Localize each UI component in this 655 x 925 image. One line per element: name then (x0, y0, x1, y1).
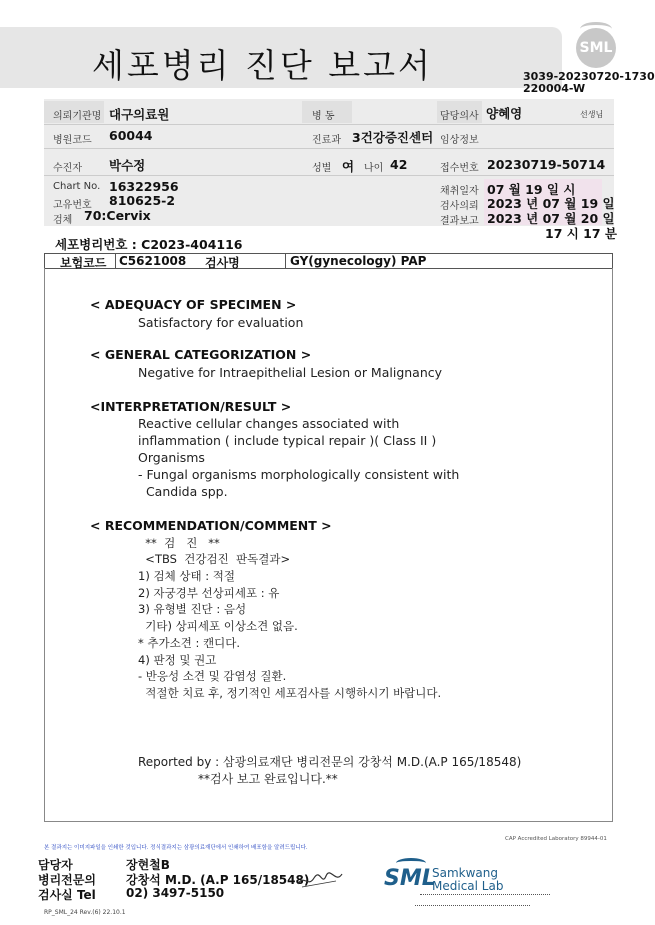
reported-by: Reported by : 삼광의료재단 병리전문의 강창석 M.D.(A.P 165/18548) (138, 755, 522, 769)
document-number-line2: 220004-W (523, 82, 586, 95)
chart-no-label: Chart No. (53, 181, 101, 192)
interpretation-line: - Fungal organisms morphologically consistent with (138, 467, 460, 482)
category-text: Negative for Intraepithelial Lesion or Malignancy (138, 365, 443, 380)
row-divider (44, 175, 614, 176)
lab-name-line2: Medical Lab (432, 879, 504, 893)
clinical-info-label: 임상정보 (440, 135, 479, 146)
row-divider (44, 124, 614, 125)
lab-logo-abbr: SML (384, 866, 436, 891)
request-date: 2023 년 07 월 19 일 (487, 196, 615, 211)
ward-label: 병 동 (312, 111, 335, 122)
address-line (415, 905, 530, 908)
reception-no-label: 접수번호 (440, 163, 479, 174)
interpretation-line: Reactive cellular changes associated with (138, 416, 400, 431)
recommendation-line: <TBS 건강검진 판독결과> (138, 552, 291, 566)
age-label: 나이 (364, 163, 384, 174)
adequacy-text: Satisfactory for evaluation (138, 315, 304, 330)
requesting-org-label: 의뢰기관명 (53, 111, 102, 122)
request-date-label: 검사의뢰 (440, 201, 479, 212)
insurance-code: C5621008 (119, 254, 187, 268)
sex: 여 (342, 159, 355, 174)
person-name: 장현철B (126, 858, 170, 872)
dept: 3건강증진센터 (352, 130, 434, 145)
result-time: 17 시 17 분 (545, 226, 617, 241)
cell-divider (285, 254, 286, 268)
report-complete-note: **검사 보고 완료입니다.** (198, 772, 338, 786)
examinee-name: 박수정 (109, 158, 146, 173)
address-line (420, 894, 550, 897)
collect-date-label: 채취일자 (440, 186, 479, 197)
interpretation-line: Organisms (138, 450, 205, 465)
result-date-label: 결과보고 (440, 216, 479, 227)
interpretation-line: Candida spp. (138, 484, 228, 499)
person-label: 담당자 (38, 858, 73, 872)
recommendation-line: * 추가소견 : 캔디다. (138, 636, 241, 650)
hospital-code-label: 병원코드 (53, 135, 92, 146)
pathologist-name: 강창석 M.D. (A.P 165/18548) (126, 873, 310, 887)
unique-no: 810625-2 (109, 193, 176, 208)
specimen: 70:Cervix (84, 208, 151, 223)
pathologist-label: 병리전문의 (38, 873, 96, 887)
chart-no: 16322956 (109, 179, 179, 194)
dept-label: 진료과 (312, 135, 341, 146)
reception-no: 20230719-50714 (487, 157, 606, 172)
lab-tel-label: 검사실 Tel (38, 888, 96, 902)
collect-date: 07 월 19 일 시 (487, 182, 576, 197)
cap-accreditation: CAP Accredited Laboratory 89944-01 (505, 836, 607, 842)
requesting-org: 대구의료원 (109, 107, 170, 122)
doctor-suffix: 선생님 (580, 110, 604, 119)
category-heading: < GENERAL CATEGORIZATION > (90, 347, 312, 362)
printout-note: 본 결과지는 이미지파일을 인쇄한 것입니다. 정식결과지는 삼광의료재단에서 인쇄하여 배포함을 알려드립니다. (44, 845, 308, 851)
result-date: 2023 년 07 월 20 일 (487, 211, 615, 226)
lab-name-line1: Samkwang (432, 866, 498, 880)
age: 42 (390, 157, 408, 172)
pathology-number: 세포병리번호 : C2023-404116 (55, 237, 243, 252)
doctor-label: 담당의사 (440, 111, 479, 122)
form-code: RP_SML_24 Rev.(6) 22.10.1 (44, 909, 126, 916)
test-name: GY(gynecology) PAP (290, 254, 427, 268)
interpretation-heading: <INTERPRETATION/RESULT > (90, 399, 292, 414)
hospital-code: 60044 (109, 128, 153, 143)
recommendation-line: ** 검 진 ** (138, 536, 220, 550)
recommendation-line: 1) 검체 상태 : 적절 (138, 569, 235, 583)
unique-no-label: 고유번호 (53, 200, 92, 211)
insurance-code-label: 보험코드 (60, 256, 107, 270)
cell-divider (115, 254, 116, 268)
recommendation-line: - 반응성 소견 및 감염성 질환. (138, 669, 287, 683)
interpretation-line: inflammation ( include typical repair )( Class II ) (138, 433, 437, 448)
adequacy-heading: < ADEQUACY OF SPECIMEN > (90, 297, 297, 312)
recommendation-line: 4) 판정 및 권고 (138, 653, 217, 667)
report-title: 세포병리 진단 보고서 (92, 46, 433, 85)
specimen-label: 검체 (53, 215, 73, 226)
document-number (523, 71, 655, 95)
sex-label: 성별 (312, 163, 332, 174)
doctor-name: 양혜영 (486, 106, 523, 121)
recommendation-line: 3) 유형별 진단 : 음성 (138, 602, 247, 616)
signature-image (296, 870, 344, 890)
row-divider (44, 148, 614, 149)
recommendation-line: 적절한 치료 후, 정기적인 세포검사를 시행하시기 바랍니다. (138, 686, 442, 700)
document-number-line1: 3039-20230720-1730 (523, 70, 655, 83)
recommendation-line: 기타) 상피세포 이상소견 없음. (138, 619, 298, 633)
recommendation-line: 2) 자궁경부 선상피세포 : 유 (138, 586, 280, 600)
recommendation-heading: < RECOMMENDATION/COMMENT > (90, 518, 332, 533)
examinee-label: 수진자 (53, 163, 82, 174)
sml-logo: SML (576, 28, 616, 68)
lab-tel: 02) 3497-5150 (126, 886, 225, 900)
test-name-label: 검사명 (205, 256, 240, 270)
